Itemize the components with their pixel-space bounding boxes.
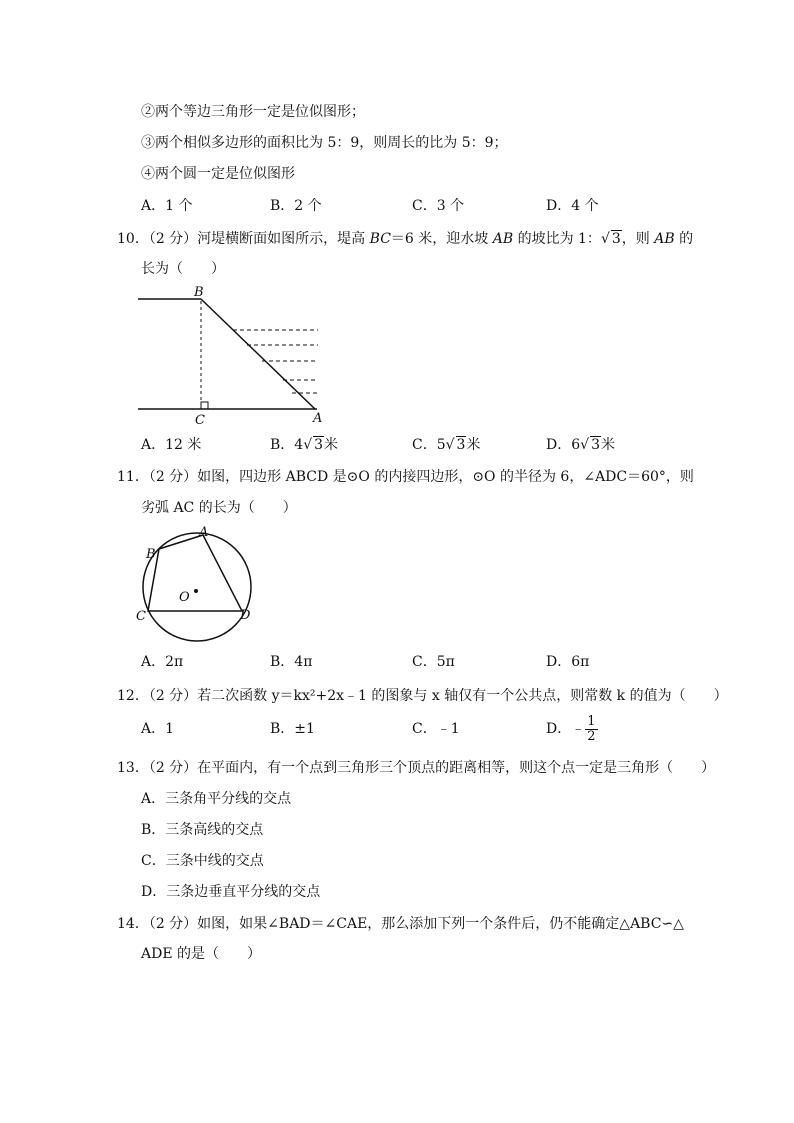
label-d: D bbox=[240, 608, 251, 623]
q10-bc: BC bbox=[369, 231, 391, 247]
q10-text-a: 河堤横断面如图所示，堤高 bbox=[197, 231, 370, 247]
q12-option-a: A．1 bbox=[141, 721, 175, 737]
q10-option-a: A．12 米 bbox=[141, 437, 202, 453]
q10-ab-2: AB bbox=[654, 231, 675, 247]
q12-option-d: D．﹣ $\frac{1}{2}$ bbox=[546, 713, 596, 744]
q11-circle-figure bbox=[130, 522, 265, 650]
q10-ab: AB bbox=[492, 231, 514, 247]
q10-text-c: 的坡比为 1： bbox=[513, 231, 601, 247]
q9-option-c: C．3 个 bbox=[412, 198, 465, 214]
label-c: C bbox=[195, 413, 205, 428]
q13-option-c: C．三条中线的交点 bbox=[141, 853, 264, 869]
q11-stem-line1: 11．（2 分）如图，四边形 ABCD 是⊙O 的内接四边形，⊙O 的半径为 6，∠ADC＝60°，则 bbox=[117, 469, 694, 485]
statement-3: ③两个相似多边形的面积比为 5：9，则周长的比为 5：9； bbox=[141, 135, 508, 151]
fraction: $\frac{1}{2}$ bbox=[587, 713, 596, 744]
q10-text-b: ＝6 米，迎水坡 bbox=[390, 231, 493, 247]
q11-option-d: D．6π bbox=[546, 654, 590, 670]
q10-option-d: D．6√ 3米 bbox=[546, 437, 615, 453]
q10-stem-line2: 长为（ ） bbox=[141, 261, 225, 277]
q10-stem-line1 bbox=[117, 229, 693, 249]
q11-option-c: C．5π bbox=[412, 654, 455, 670]
center-dot bbox=[194, 589, 198, 593]
q12-option-c: C．﹣1 bbox=[412, 721, 460, 737]
label-a: A bbox=[313, 411, 323, 426]
statement-2: ②两个等边三角形一定是位似图形； bbox=[141, 104, 365, 120]
q10-text-d: ，则 bbox=[621, 231, 655, 247]
q11-option-a: A．2π bbox=[141, 654, 184, 670]
d-sign: ﹣ bbox=[571, 721, 586, 737]
q10-number: 10． bbox=[117, 231, 149, 247]
q10-option-c: C．5√ 3米 bbox=[412, 437, 481, 453]
q13-stem: 13．（2 分）在平面内，有一个点到三角形三个顶点的距离相等，则这个点一定是三角形（ ） bbox=[117, 760, 716, 776]
statement-4: ④两个圆一定是位似图形 bbox=[141, 166, 295, 182]
q12-option-b: B．±1 bbox=[270, 721, 315, 737]
label-o: O bbox=[179, 590, 190, 605]
q10-sqrt: √ 3 bbox=[600, 231, 621, 247]
label-b: B bbox=[146, 547, 156, 562]
q13-option-b: B．三条高线的交点 bbox=[141, 822, 264, 838]
label-a: A bbox=[199, 525, 209, 540]
q9-option-b: B．2 个 bbox=[270, 198, 322, 214]
label-c: C bbox=[136, 609, 146, 624]
q14-stem-line2: ADE 的是（ ） bbox=[141, 946, 262, 962]
q10-points: （2 分） bbox=[148, 231, 198, 247]
q14-stem-line1: 14．（2 分）如图，如果∠BAD＝∠CAE，那么添加下列一个条件后，仍不能确定△ABC∽△ bbox=[117, 916, 684, 932]
slope-ab bbox=[201, 299, 315, 409]
q11-option-b: B．4π bbox=[270, 654, 313, 670]
right-angle-mark bbox=[201, 402, 208, 409]
q9-option-d: D．4 个 bbox=[546, 198, 599, 214]
q13-option-a: A．三条角平分线的交点 bbox=[141, 791, 292, 807]
q10-dike-figure bbox=[135, 283, 335, 428]
q12-stem: 12．（2 分）若二次函数 y＝kx²+2x﹣1 的图象与 x 轴仅有一个公共点，则常数 k 的值为（ ） bbox=[117, 688, 728, 704]
q10-option-b: B．4√ 3米 bbox=[270, 437, 339, 453]
q9-option-a: A．1 个 bbox=[141, 198, 193, 214]
label-b: B bbox=[194, 285, 204, 300]
q13-option-d: D．三条边垂直平分线的交点 bbox=[141, 884, 321, 900]
q10-text-e: 的 bbox=[674, 231, 694, 247]
q11-stem-line2: 劣弧 AC 的长为（ ） bbox=[141, 500, 297, 516]
